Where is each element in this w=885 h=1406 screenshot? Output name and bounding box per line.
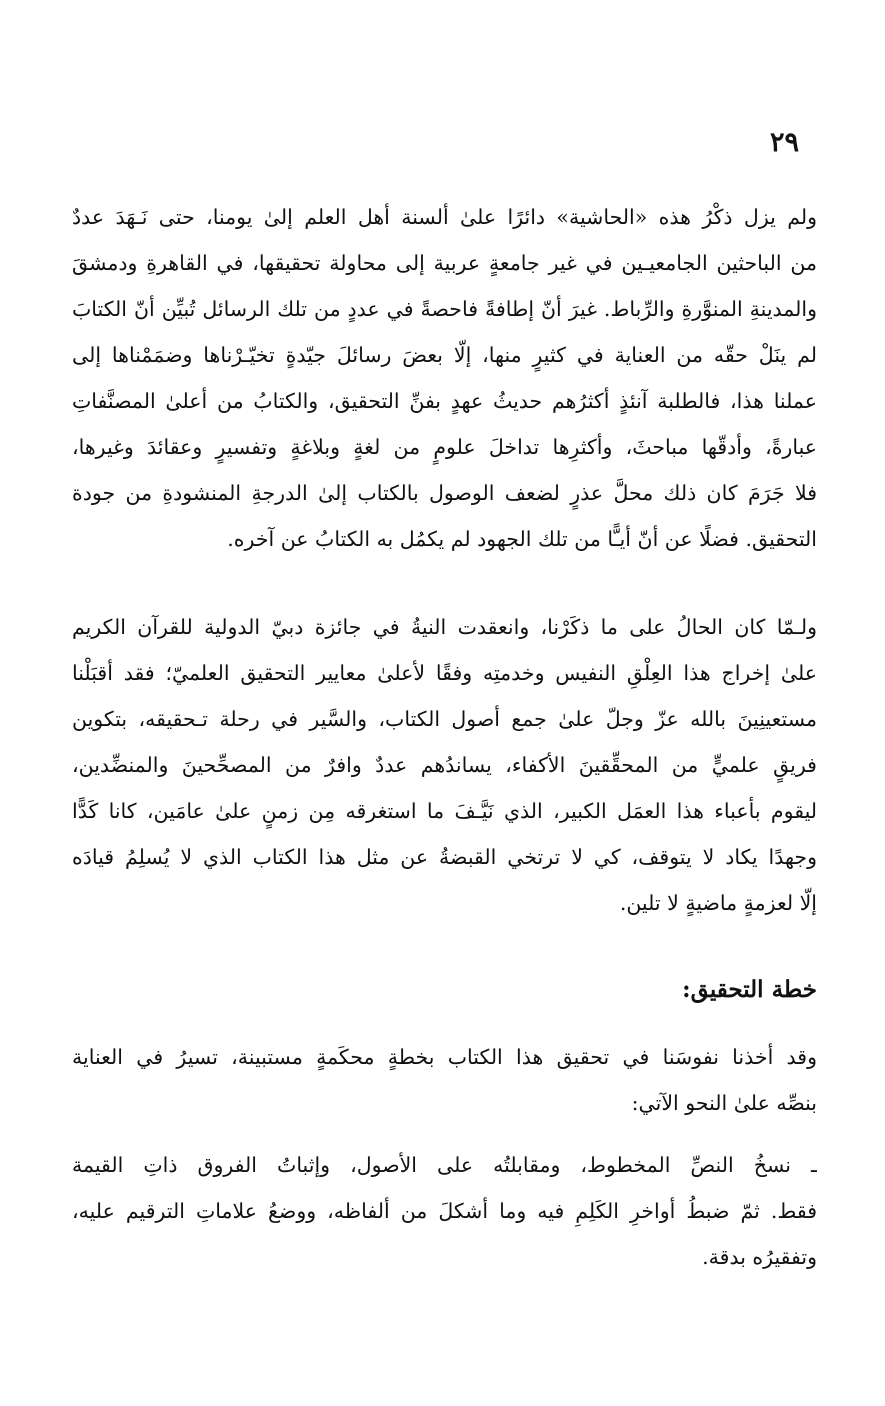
paragraph-line: إلّا لعزمةٍ ماضيةٍ لا تلين. [619,891,817,915]
paragraph-line: علىٰ إخراج هذا العِلْقِ النفيس وخدمتِه وفقًا لأعلىٰ معايير التحقيق العلميّ؛ فقد أقبَلْنا [72,661,817,685]
paragraph-line: فقط. ثمّ ضبطُ أواخرِ الكَلِمِ فيه وما أشكلَ من ألفاظه، ووضعُ علاماتِ الترقيم عليه، [72,1199,817,1223]
paragraph-1 [72,194,817,562]
paragraph-3 [72,1034,817,1126]
paragraph-line: ولم يزل ذكْرُ هذه «الحاشية» دائرًا علىٰ ألسنة أهل العلم إلىٰ يومنا، حتى نَـهَدَ عددٌ [72,205,817,229]
paragraph-2 [72,604,817,926]
paragraph-line: التحقيق. فضلًا عن أنّ أيـًّا من تلك الجهود لم يكمُل به الكتابُ عن آخره. [227,527,817,551]
paragraph-line: عبارةً، وأدقّها مباحثَ، وأكثرِها تداخلَ علومٍ من لغةٍ وبلاغةٍ وتفسيرٍ وعقائدَ وغيرها، [72,435,817,459]
paragraph-line: عملنا هذا، فالطلبة آنئذٍ أكثرُهم حديثُ عهدٍ بفنِّ التحقيق، والكتابُ من أعلىٰ المصنَّفاتِ [72,389,817,413]
paragraph-line: من الباحثين الجامعيـين في غير جامعةٍ عربية إلى محاولة تحقيقها، في القاهرةِ ودمشقَ [72,251,817,275]
paragraph-line: لم ينَلْ حقّه من العناية في كثيرٍ منها، إلّا بعضَ رسائلَ جيّدةٍ تخيّـرْناها وضمَمْناها إلى [72,343,817,367]
paragraph-line: ليقوم بأعباء هذا العمَل الكبير، الذي نَيَّـفَ ما استغرقه مِن زمنٍ علىٰ عامَين، كانا كَدًّا [72,799,817,823]
section-heading: خطة التحقيق: [682,976,817,1003]
paragraph-line: فلا جَرَمَ كان ذلك محلَّ عذرٍ لضعف الوصول بالكتاب إلىٰ الدرجةِ المنشودةِ من جودة [72,481,817,505]
paragraph-line: فريقٍ علميٍّ من المحقِّقينَ الأكفاء، يساندُهم عددٌ وافرٌ من المصحِّحينَ والمنضِّدين، [72,753,817,777]
paragraph-line: وتفقيرُه بدقة. [702,1245,817,1269]
paragraph-line: وجهدًا يكاد لا يتوقف، كي لا ترتخي القبضةُ عن مثل هذا الكتاب الذي لا يُسلِمُ قيادَه [72,845,817,869]
paragraph-4 [72,1142,817,1280]
paragraph-line: ـ نسخُ النصِّ المخطوط، ومقابلتُه على الأصول، وإثباتُ الفروق ذاتِ القيمة [72,1153,817,1177]
page-number: ٢٩ [769,127,799,158]
paragraph-line: بنصِّه علىٰ النحو الآتي: [631,1091,817,1115]
paragraph-line: ولـمّا كان الحالُ على ما ذكَرْنا، وانعقدت النيةُ في جائزة دبيّ الدولية للقرآن الكريم [72,615,817,639]
paragraph-line: وقد أخذنا نفوسَنا في تحقيق هذا الكتاب بخطةٍ محكَمةٍ مستبينة، تسيرُ في العناية [72,1045,817,1069]
paragraph-line: مستعينِينَ بالله عزّ وجلّ علىٰ جمع أصول الكتاب، والسَّير في رحلة تـحقيقه، بتكوين [72,707,817,731]
paragraph-line: والمدينةِ المنوَّرةِ والرِّباط. غيرَ أنّ إطافةً فاحصةً في عددٍ من تلك الرسائل تُبيِّن أنّ الكتابَ [72,297,817,321]
